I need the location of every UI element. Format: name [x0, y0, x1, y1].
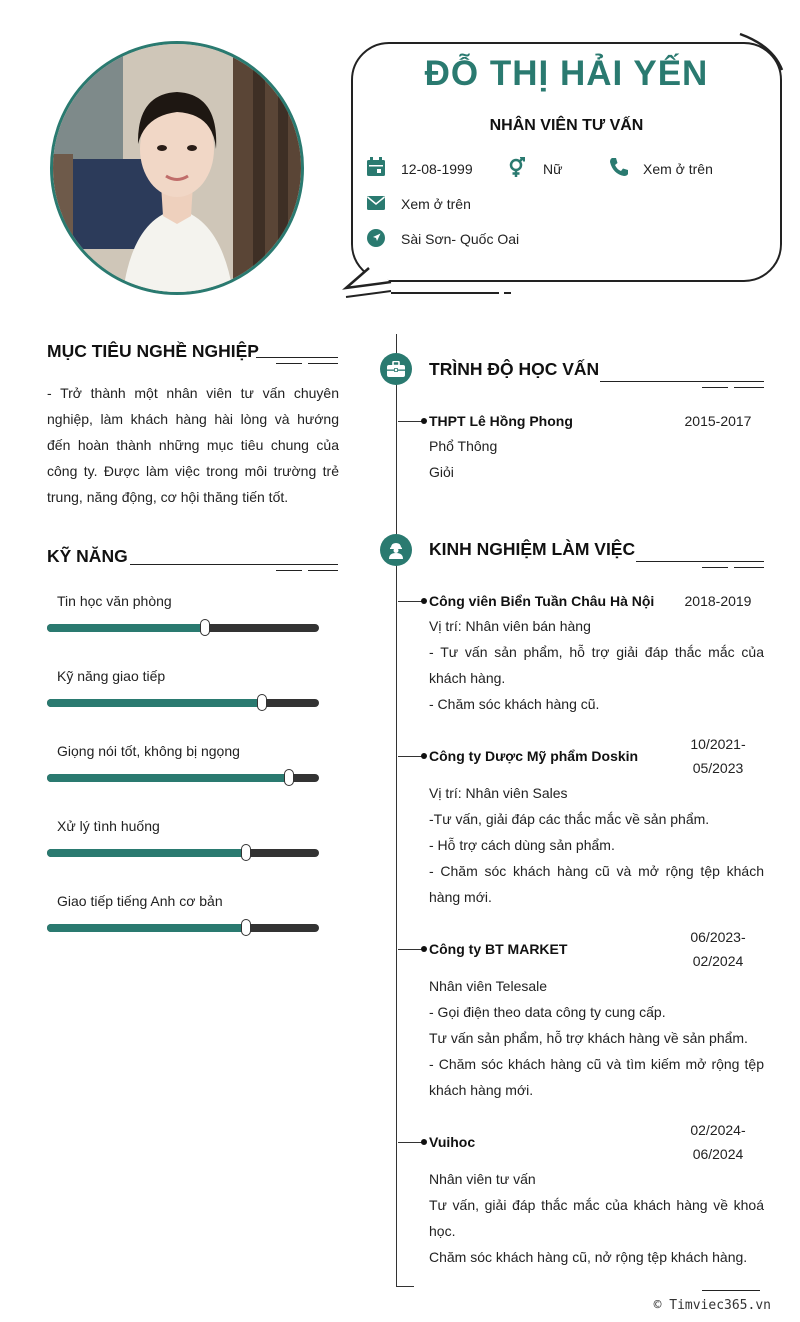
school-name: THPT Lê Hồng Phong [429, 413, 573, 429]
job-details [429, 1166, 764, 1270]
skill-slider-knob [257, 694, 267, 711]
experience-badge [380, 534, 412, 566]
job-date: 2018-2019 [684, 593, 752, 609]
timeline-dot [421, 418, 427, 424]
skill-slider-knob [241, 919, 251, 936]
company-name: Công ty Dược Mỹ phẩm Doskin [429, 748, 639, 764]
job-detail-line: - Chăm sóc khách hàng cũ. [429, 696, 600, 712]
job-title: NHÂN VIÊN TƯ VẤN [489, 117, 644, 134]
job-date: 10/2021- 05/2023 [690, 736, 746, 776]
education-dash [702, 387, 728, 388]
experience-dash [734, 567, 764, 568]
skill-slider-knob [241, 844, 251, 861]
job-detail-line: - Hỗ trợ cách dùng sản phẩm. [429, 837, 615, 853]
profile-photo [50, 41, 304, 295]
timeline-tick [398, 421, 422, 422]
education-badge [380, 353, 412, 385]
job-detail-line: - Chăm sóc khách hàng cũ và mở rộng tệp khách hàng mới. [429, 863, 764, 905]
job-details [429, 780, 764, 910]
education-dash [734, 387, 764, 388]
skill-bar [47, 624, 319, 632]
timeline-tick [398, 1142, 422, 1143]
location-icon [366, 228, 386, 248]
envelope-icon [366, 193, 386, 213]
phone-icon [609, 157, 629, 177]
birthday-value: 12-08-1999 [401, 161, 473, 177]
education-date: 2015-2017 [684, 413, 752, 429]
timeline-end [396, 1286, 414, 1287]
skill-bar-fill [47, 774, 289, 782]
skill-slider-knob [200, 619, 210, 636]
company-name: Vuihoc [429, 1134, 476, 1150]
job-detail-line: Vị trí: Nhân viên bán hàng [429, 618, 591, 634]
gender-icon [507, 157, 527, 177]
email-value: Xem ở trên [401, 196, 471, 212]
job-detail-line: - Tư vấn sản phẩm, hỗ trợ giải đáp thắc mắc của khách hàng. [429, 644, 764, 686]
experience-title: KINH NGHIỆM LÀM VIỆC [429, 539, 636, 559]
education-title: TRÌNH ĐỘ HỌC VẤN [429, 359, 600, 379]
phone-value: Xem ở trên [643, 161, 713, 177]
skill-label: Giọng nói tốt, không bị ngọng [57, 743, 240, 759]
skill-bar [47, 774, 319, 782]
timeline-dot [421, 753, 427, 759]
address-value: Sài Sơn- Quốc Oai [401, 231, 520, 247]
skills-title: KỸ NĂNG [47, 546, 128, 566]
job-detail-line: Nhân viên Telesale [429, 978, 548, 994]
objective-text: - Trở thành một nhân viên tư vấn chuyên nghiệp, làm khách hàng hài lòng và hướng đến hoàn thành những mục tiêu chung của công ty. Được làm việc trong môi trường trẻ trung, năng động, cơ hội thăng tiến tốt. [47, 385, 339, 505]
job-details [429, 973, 764, 1103]
skill-bar-fill [47, 924, 246, 932]
job-detail-line: Chăm sóc khách hàng cũ, nở rộng tệp khách hàng. [429, 1249, 748, 1265]
calendar-icon [366, 157, 386, 177]
education-major: Phổ Thông [429, 438, 498, 454]
timeline-tick [398, 756, 422, 757]
skill-label: Tin học văn phòng [57, 593, 172, 609]
job-detail-line: - Gọi điện theo data công ty cung cấp. [429, 1004, 666, 1020]
job-detail-line: Tư vấn, giải đáp thắc mắc của khách hàng về khoá học. [429, 1197, 764, 1239]
skill-bar [47, 924, 319, 932]
timeline-dot [421, 1139, 427, 1145]
skills-underline [130, 564, 338, 565]
objective-dash [276, 363, 302, 364]
job-detail-line: - Chăm sóc khách hàng cũ và tìm kiếm mở rộng tệp khách hàng mới. [429, 1056, 764, 1098]
skill-bar [47, 699, 319, 707]
company-name: Công viên Biển Tuần Châu Hà Nội [429, 593, 655, 609]
timeline-tick [398, 601, 422, 602]
timeline-tick [398, 949, 422, 950]
objective-dash [308, 363, 338, 364]
worker-icon [387, 541, 405, 559]
skill-bar-fill [47, 624, 205, 632]
timeline-dot [421, 946, 427, 952]
skill-label: Kỹ năng giao tiếp [57, 668, 166, 684]
job-detail-line: Tư vấn sản phẩm, hỗ trợ khách hàng về sản phẩm. [429, 1030, 748, 1046]
copyright-footer: © Timviec365.vn [653, 1298, 771, 1313]
job-detail-line: Vị trí: Nhân viên Sales [429, 785, 568, 801]
timeline-line [396, 334, 397, 1287]
skill-bar-fill [47, 849, 246, 857]
company-name: Công ty BT MARKET [429, 941, 568, 957]
gender-value: Nữ [543, 161, 563, 177]
skill-label: Xử lý tình huống [57, 818, 160, 834]
experience-underline [636, 561, 764, 562]
objective-underline [256, 357, 338, 358]
job-date: 02/2024- 06/2024 [690, 1122, 746, 1162]
job-date: 06/2023- 02/2024 [690, 929, 746, 969]
skill-label: Giao tiếp tiếng Anh cơ bản [57, 893, 223, 909]
skill-bar [47, 849, 319, 857]
education-underline [600, 381, 764, 382]
skill-slider-knob [284, 769, 294, 786]
objective-title: MỤC TIÊU NGHỀ NGHIỆP [47, 341, 259, 361]
candidate-name: ĐỖ THỊ HẢI YẾN [424, 54, 709, 93]
skills-dash [276, 570, 302, 571]
timeline-dot [421, 598, 427, 604]
job-detail-line: Nhân viên tư vấn [429, 1171, 536, 1187]
experience-dash [702, 567, 728, 568]
skills-dash [308, 570, 338, 571]
job-detail-line: -Tư vấn, giải đáp các thắc mắc về sản phẩm. [429, 811, 710, 827]
job-details [429, 613, 764, 717]
timeline-end-dash [702, 1290, 760, 1291]
education-grade: Giỏi [429, 464, 454, 480]
skill-bar-fill [47, 699, 262, 707]
briefcase-icon [387, 361, 405, 377]
